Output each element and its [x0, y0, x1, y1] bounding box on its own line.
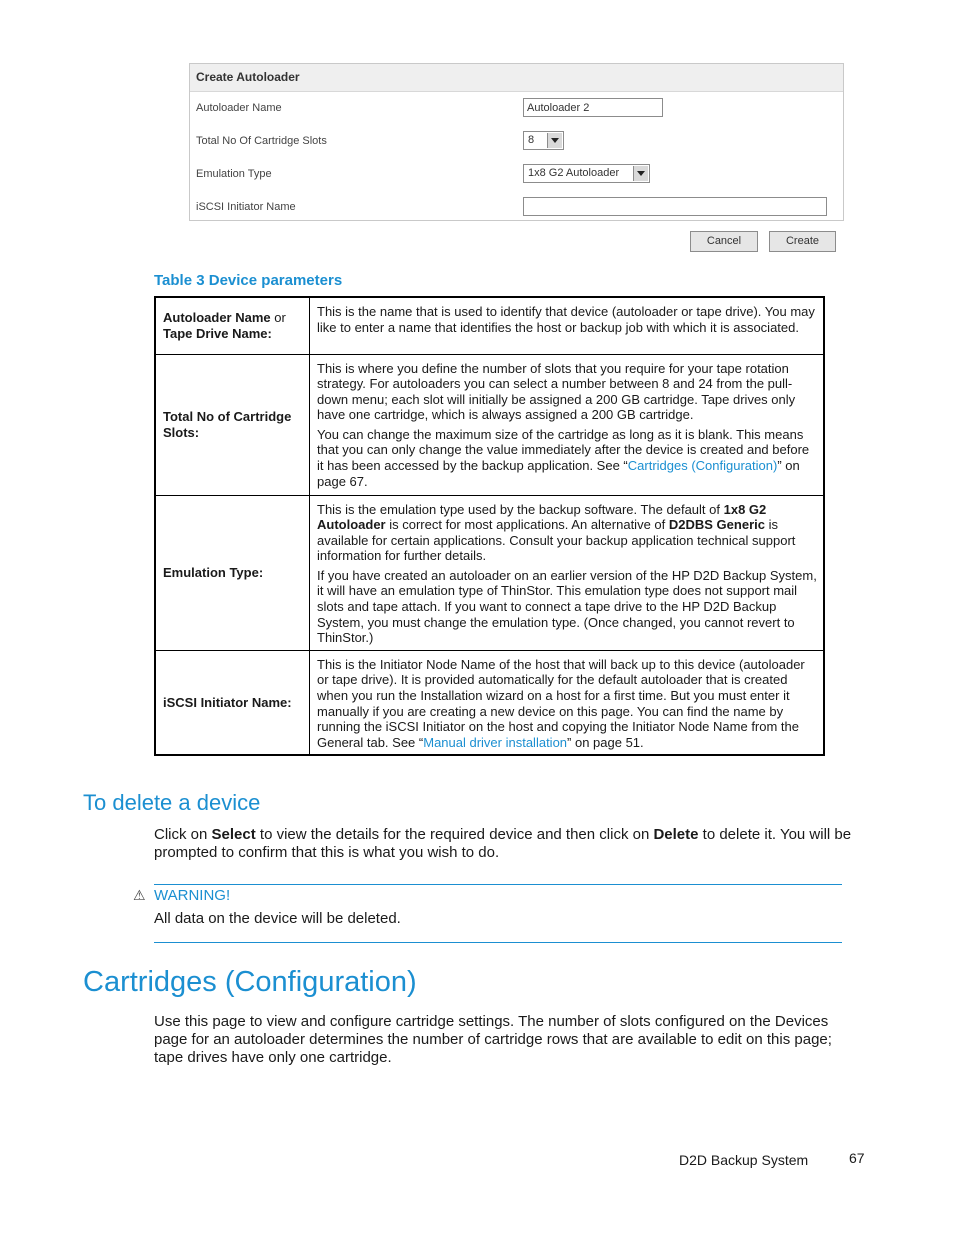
- manual-driver-installation-link[interactable]: Manual driver installation: [423, 734, 568, 750]
- create-autoloader-form: [189, 63, 844, 221]
- chevron-down-icon: [633, 166, 648, 181]
- param-description: This is the emulation type used by the backup software. The default of 1x8 G2 Autoloader is correct for most applications. An alternative of D2DBS Generic is available for certain applications. Consult your backup application technical support information for further details. If you have created an autoloader on an earlier version of the HP D2D Backup System, it will have an emulation type of ThinStor. This emulation type does not support mail slots and tape attach. If you want to connect a tape drive to the HP D2D Backup System, you must change the emulation type. (Once changed, you cannot revert to ThinStor.): [310, 495, 825, 650]
- chevron-down-icon: [547, 133, 562, 148]
- table-caption: Table 3 Device parameters: [154, 272, 343, 289]
- cartridges-heading: Cartridges (Configuration): [83, 966, 417, 998]
- table-row: [155, 495, 824, 650]
- param-name: Emulation Type:: [155, 495, 310, 650]
- warning-label: WARNING!: [154, 887, 231, 904]
- iscsi-initiator-input[interactable]: [523, 197, 827, 216]
- cartridges-text: Use this page to view and configure cartridge settings. The number of slots configured on the Devices page for an autoloader determines the number of cartridge rows that are available to edit on this page; tape drives have only one cartridge.: [154, 1013, 832, 1066]
- emulation-type-select[interactable]: [523, 164, 650, 183]
- cartridge-slots-select[interactable]: [523, 131, 564, 150]
- param-description: This is the Initiator Node Name of the host that will back up to this device (autoloader or tape drive). It is provided automatically for the default autoloader that is created when you run the Installation wizard on a host for a first time. But you must enter it manually if you are creating a new device on this page. You can find the name by running the iSCSI Initiator on the host and copying the Initiator Node Name from the General tab. See “Manual driver installation” on page 51.: [310, 650, 825, 755]
- page-number: 67: [849, 1150, 865, 1166]
- warning-icon: ⚠: [133, 887, 146, 903]
- table-row: [155, 354, 824, 495]
- iscsi-initiator-label: iSCSI Initiator Name: [196, 201, 296, 213]
- emulation-type-value: 1x8 G2 Autoloader: [528, 167, 620, 179]
- param-description: This is the name that is used to identify that device (autoloader or tape drive). You may like to enter a name that identifies the host or backup job with which it is associated.: [310, 297, 825, 354]
- autoloader-name-label: Autoloader Name: [196, 102, 282, 114]
- warning-text: All data on the device will be deleted.: [154, 910, 401, 927]
- param-name: iSCSI Initiator Name:: [155, 650, 310, 755]
- param-description: This is where you define the number of slots that you require for your tape rotation strategy. For autoloaders you can select a number between 8 and 24 from the pull-down menu; each slot will initially be assigned a 200 GB cartridge. Tape drives only have one cartridge, which is always assigned a 200 GB cartridge. You can change the maximum size of the cartridge as long as it is blank. This means that you can only change the value immediately after the device is created and before it has been accessed by the backup application. See “Cartridges (Configuration)” on page 67.: [310, 354, 825, 495]
- emulation-type-label: Emulation Type: [196, 168, 272, 180]
- table-row: [155, 297, 824, 354]
- cartridge-slots-label: Total No Of Cartridge Slots: [196, 135, 327, 147]
- table-row: [155, 650, 824, 755]
- autoloader-name-input[interactable]: [523, 98, 663, 117]
- warning-bottom-rule: [154, 942, 842, 943]
- param-name: Total No of Cartridge Slots:: [155, 354, 310, 495]
- delete-device-text: Click on Select to view the details for the required device and then click on Delete to delete it. You will be prompted to confirm that this is what you wish to do.: [154, 826, 852, 861]
- warning-top-rule: [154, 884, 842, 885]
- cancel-button[interactable]: Cancel: [690, 231, 758, 252]
- create-button[interactable]: Create: [769, 231, 836, 252]
- form-title: Create Autoloader: [190, 64, 843, 92]
- delete-device-heading: To delete a device: [83, 790, 261, 815]
- cartridge-slots-value: 8: [528, 134, 535, 146]
- footer-title: D2D Backup System: [679, 1152, 809, 1168]
- device-parameters-table: [154, 296, 825, 756]
- param-name: Autoloader Name or Tape Drive Name:: [155, 297, 310, 354]
- cartridges-configuration-link[interactable]: Cartridges (Configuration): [627, 458, 778, 474]
